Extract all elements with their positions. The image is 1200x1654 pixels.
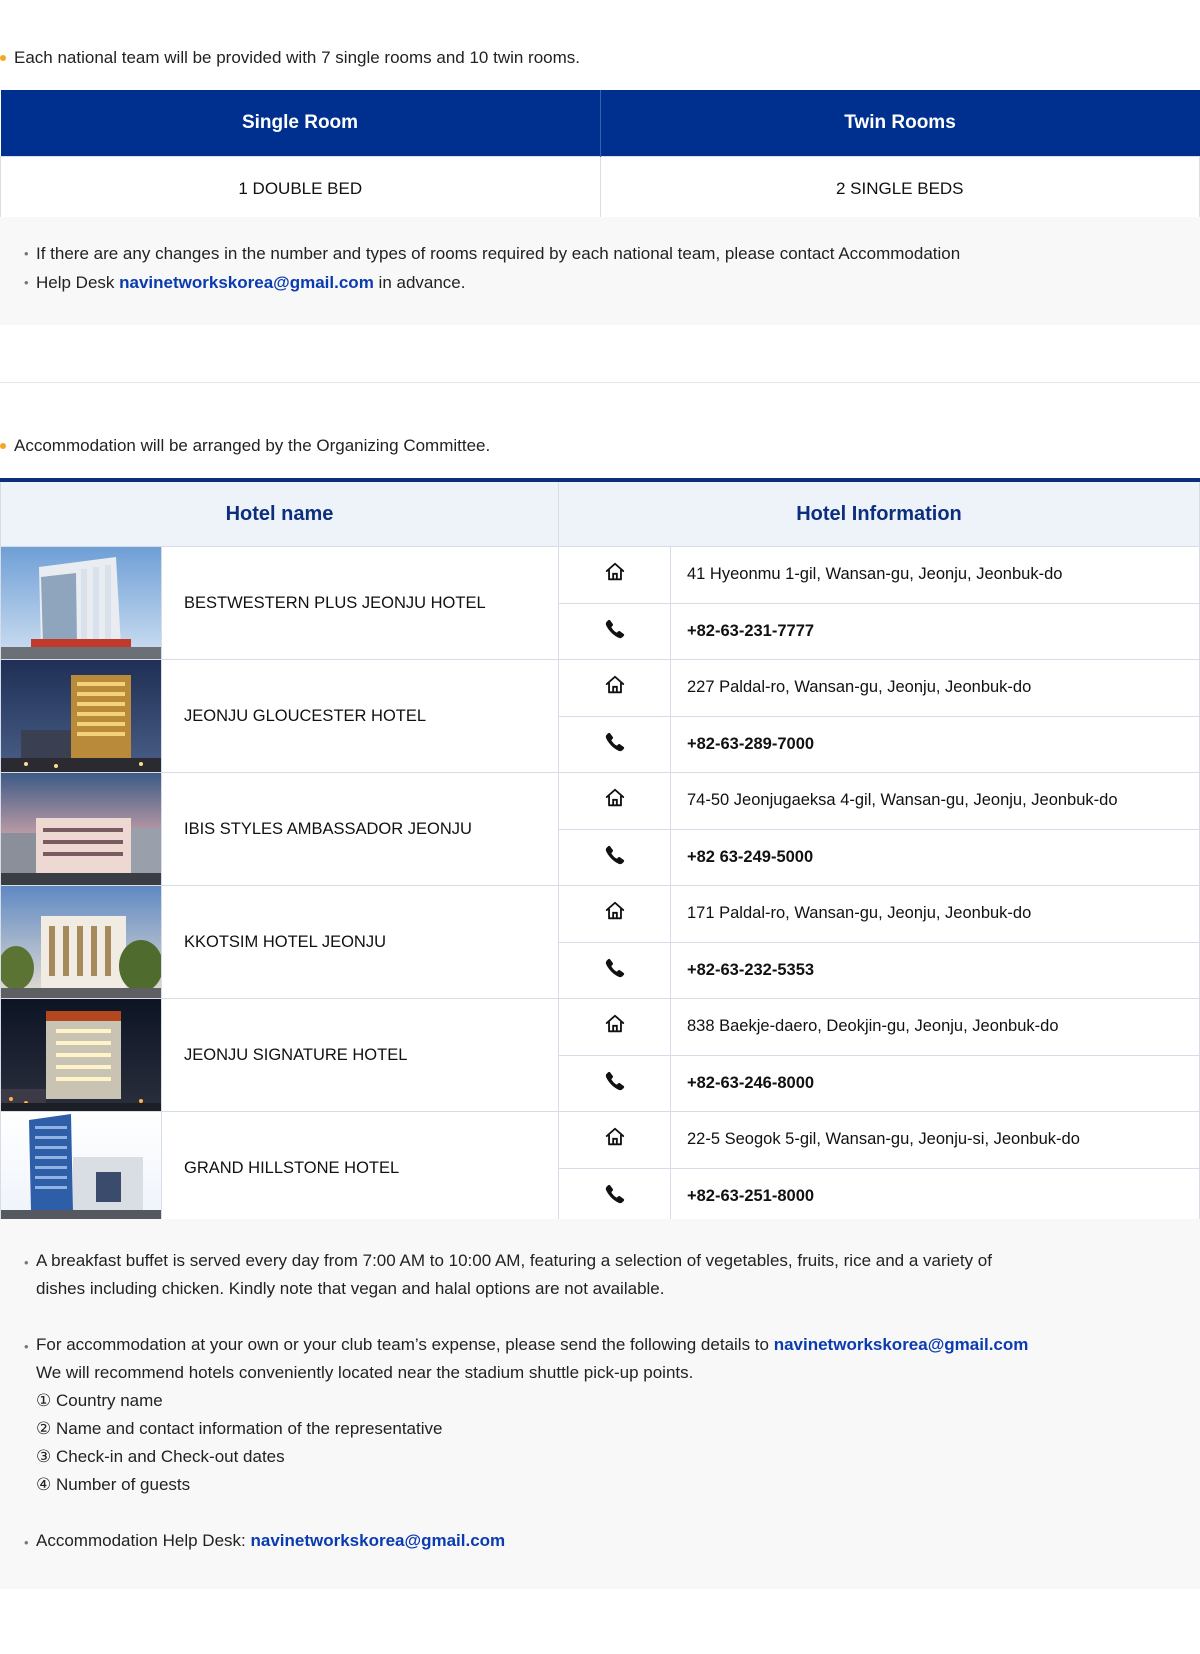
own-accommodation-prefix: For accommodation at your own or your club team’s expense, please send the following details to bbox=[36, 1335, 774, 1354]
header-hotel-information: Hotel Information bbox=[559, 480, 1200, 547]
table-row bbox=[1, 773, 1200, 830]
detail-item-dates: ③ Check-in and Check-out dates bbox=[36, 1447, 285, 1466]
phone-icon bbox=[559, 942, 671, 999]
hotel-phone: +82-63-246-8000 bbox=[671, 1055, 1200, 1112]
header-single-room: Single Room bbox=[1, 90, 601, 157]
header-hotel-name: Hotel name bbox=[1, 480, 559, 547]
table-row bbox=[1, 1112, 1200, 1169]
hotel-table bbox=[0, 478, 1200, 1225]
table-row bbox=[1, 547, 1200, 604]
recommend-note: We will recommend hotels conveniently located near the stadium shuttle pick-up points. bbox=[36, 1363, 694, 1382]
detail-item-representative: ② Name and contact information of the representative bbox=[36, 1419, 443, 1438]
hotel-address: 171 Paldal-ro, Wansan-gu, Jeonju, Jeonbuk-do bbox=[671, 886, 1200, 943]
room-type-table bbox=[0, 90, 1200, 222]
detail-item-country: ① Country name bbox=[36, 1391, 163, 1410]
bullet-dot bbox=[0, 443, 6, 449]
phone-icon bbox=[559, 829, 671, 886]
table-row bbox=[1, 999, 1200, 1056]
hotel-phone: +82-63-232-5353 bbox=[671, 942, 1200, 999]
house-icon bbox=[559, 660, 671, 717]
hotel-address: 74-50 Jeonjugaeksa 4-gil, Wansan-gu, Jeonju, Jeonbuk-do bbox=[671, 773, 1200, 830]
hotel-phone: +82-63-251-8000 bbox=[671, 1168, 1200, 1225]
hotel-photo bbox=[1, 773, 162, 886]
hotel-name: GRAND HILLSTONE HOTEL bbox=[162, 1112, 559, 1225]
hotel-photo-image bbox=[1, 660, 161, 772]
hotel-photo-image bbox=[1, 999, 161, 1111]
hotel-photo bbox=[1, 999, 162, 1112]
hotel-photo bbox=[1, 886, 162, 999]
own-accommodation-note bbox=[24, 1331, 1200, 1359]
hotel-photo bbox=[1, 547, 162, 660]
room-note-line2 bbox=[24, 273, 1200, 293]
hotel-phone: +82 63-249-5000 bbox=[671, 829, 1200, 886]
house-icon bbox=[559, 886, 671, 943]
house-icon bbox=[559, 999, 671, 1056]
hotel-name: KKOTSIM HOTEL JEONJU bbox=[162, 886, 559, 999]
room-note-suffix: in advance. bbox=[373, 273, 466, 292]
room-note-line1: • If there are any changes in the number and types of rooms required by each national team, please contact Accommodation bbox=[24, 244, 1200, 264]
helpdesk-prefix: Accommodation Help Desk: bbox=[36, 1531, 251, 1550]
hotel-photo-image bbox=[1, 547, 161, 659]
phone-icon bbox=[559, 1055, 671, 1112]
helpdesk-footer-email-link[interactable]: navinetworkskorea@gmail.com bbox=[250, 1531, 506, 1550]
breakfast-note-line2: dishes including chicken. Kindly note that vegan and halal options are not available. bbox=[36, 1279, 665, 1298]
spacer bbox=[24, 1499, 1200, 1527]
hotel-address: 22-5 Seogok 5-gil, Wansan-gu, Jeonju-si, Jeonbuk-do bbox=[671, 1112, 1200, 1169]
section-divider bbox=[0, 382, 1200, 383]
hotel-address: 41 Hyeonmu 1-gil, Wansan-gu, Jeonju, Jeonbuk-do bbox=[671, 547, 1200, 604]
rooms-note-text: Each national team will be provided with 7 single rooms and 10 twin rooms. bbox=[14, 48, 581, 67]
twin-room-beds: 2 SINGLE BEDS bbox=[600, 157, 1199, 222]
hotel-name: JEONJU GLOUCESTER HOTEL bbox=[162, 660, 559, 773]
hotel-phone: +82-63-231-7777 bbox=[671, 603, 1200, 660]
hotel-address: 838 Baekje-daero, Deokjin-gu, Jeonju, Jeonbuk-do bbox=[671, 999, 1200, 1056]
table-row bbox=[1, 886, 1200, 943]
detail-item-guests: ④ Number of guests bbox=[36, 1475, 191, 1494]
single-room-bed: 1 DOUBLE BED bbox=[1, 157, 601, 222]
phone-icon bbox=[559, 603, 671, 660]
phone-icon bbox=[559, 716, 671, 773]
rooms-note bbox=[0, 48, 580, 68]
own-accommodation-email-link[interactable]: navinetworkskorea@gmail.com bbox=[773, 1335, 1029, 1354]
hotel-address: 227 Paldal-ro, Wansan-gu, Jeonju, Jeonbuk-do bbox=[671, 660, 1200, 717]
accommodation-note-text: Accommodation will be arranged by the Organizing Committee. bbox=[14, 436, 491, 455]
bullet-dot bbox=[0, 55, 6, 61]
hotel-photo bbox=[1, 660, 162, 773]
accommodation-note bbox=[0, 436, 490, 456]
footer-notes bbox=[0, 1219, 1200, 1589]
header-twin-rooms: Twin Rooms bbox=[600, 90, 1199, 157]
helpdesk-email-link[interactable]: navinetworkskorea@gmail.com bbox=[119, 273, 374, 292]
room-note-prefix: Help Desk bbox=[36, 273, 120, 292]
hotel-photo-image bbox=[1, 1112, 161, 1224]
hotel-photo bbox=[1, 1112, 162, 1225]
room-change-note bbox=[0, 217, 1200, 325]
table-row bbox=[1, 660, 1200, 717]
phone-icon bbox=[559, 1168, 671, 1225]
hotel-phone: +82-63-289-7000 bbox=[671, 716, 1200, 773]
hotel-photo-image bbox=[1, 886, 161, 998]
hotel-photo-image bbox=[1, 773, 161, 885]
house-icon bbox=[559, 547, 671, 604]
helpdesk-note bbox=[24, 1527, 1200, 1555]
house-icon bbox=[559, 773, 671, 830]
house-icon bbox=[559, 1112, 671, 1169]
hotel-name: IBIS STYLES AMBASSADOR JEONJU bbox=[162, 773, 559, 886]
hotel-name: JEONJU SIGNATURE HOTEL bbox=[162, 999, 559, 1112]
hotel-name: BESTWESTERN PLUS JEONJU HOTEL bbox=[162, 547, 559, 660]
breakfast-note-line1: • A breakfast buffet is served every day from 7:00 AM to 10:00 AM, featuring a selection of vegetables, fruits, rice and a variety of bbox=[24, 1247, 1200, 1275]
spacer bbox=[24, 1303, 1200, 1331]
